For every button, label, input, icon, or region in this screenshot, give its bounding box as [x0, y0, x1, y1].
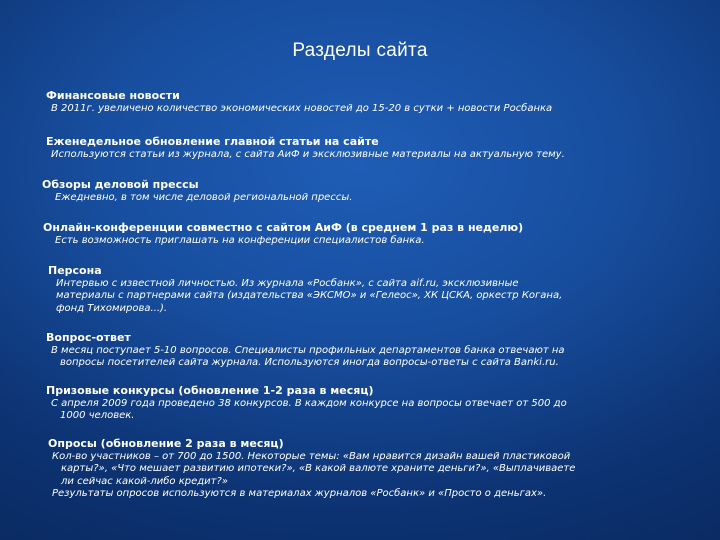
section-persona [48, 264, 562, 315]
description-line: материалы с партнерами сайта (издательства «ЭКСМО» и «Гелеос», ХК ЦСКА, оркестр Когана, [56, 290, 563, 302]
section-description [42, 192, 352, 204]
section-financial-news [46, 89, 552, 115]
section-heading: Призовые конкурсы (обновление 1-2 раза в месяц) [46, 384, 374, 397]
section-heading: Еженедельное обновление главной статьи на сайте [46, 135, 379, 148]
description-line: В 2011г. увеличено количество экономических новостей до 15-20 в сутки + новости Росбанка [51, 103, 553, 114]
description-line: В месяц поступает 5-10 вопросов. Специалисты профильных департаментов банка отвечают на [51, 345, 565, 356]
section-polls [48, 437, 575, 500]
section-qa [46, 331, 565, 370]
description-line: карты?», «Что мешает развитию ипотеки?», «В какой валюте храните деньги?», «Выплачиваете [61, 463, 576, 475]
description-line: С апреля 2009 года проведено 38 конкурсов. В каждом конкурсе на вопросы отвечает от 500 до [51, 398, 567, 409]
section-heading: Персона [48, 264, 102, 277]
description-line: 1000 человек. [60, 410, 135, 422]
slide-title: Разделы сайта [292, 40, 428, 61]
section-description [48, 278, 562, 315]
section-heading: Вопрос-ответ [46, 331, 131, 344]
description-line: Используются статьи из журнала, с сайта АиФ и эксклюзивные материалы на актуальную тему. [51, 149, 565, 160]
section-description [46, 398, 567, 423]
description-line: Кол-во участников – от 700 до 1500. Некоторые темы: «Вам нравится дизайн вашей пластиковой [52, 451, 571, 462]
section-heading: Обзоры деловой прессы [42, 178, 199, 191]
section-description [46, 345, 565, 370]
section-heading: Опросы (обновление 2 раза в месяц) [48, 437, 284, 450]
description-line: фонд Тихомирова...). [56, 302, 168, 314]
description-line: Ежедневно, в том числе деловой региональной прессы. [55, 192, 353, 203]
section-description [46, 103, 552, 115]
section-online-conferences [43, 221, 523, 247]
description-line: вопросы посетителей сайта журнала. Используются иногда вопросы-ответы с сайта Banki.ru. [60, 357, 559, 369]
section-heading: Онлайн-конференции совместно с сайтом АиФ (в среднем 1 раз в неделю) [43, 221, 524, 234]
section-description [48, 451, 575, 500]
description-line: Есть возможность приглашать на конференции специалистов банка. [55, 235, 425, 246]
description-line: ли сейчас какой-либо кредит?» [61, 475, 228, 487]
section-weekly-update [46, 135, 565, 161]
section-heading: Финансовые новости [46, 89, 180, 102]
section-description [43, 235, 523, 247]
description-line: Интервью с известной личностью. Из журнала «Росбанк», с сайта aif.ru, эксклюзивные [56, 278, 519, 289]
section-description [46, 149, 565, 161]
section-press-review [42, 178, 352, 204]
description-line: Результаты опросов используются в материалах журналов «Росбанк» и «Просто о деньгах». [52, 487, 547, 499]
section-prize-contests [46, 384, 567, 423]
